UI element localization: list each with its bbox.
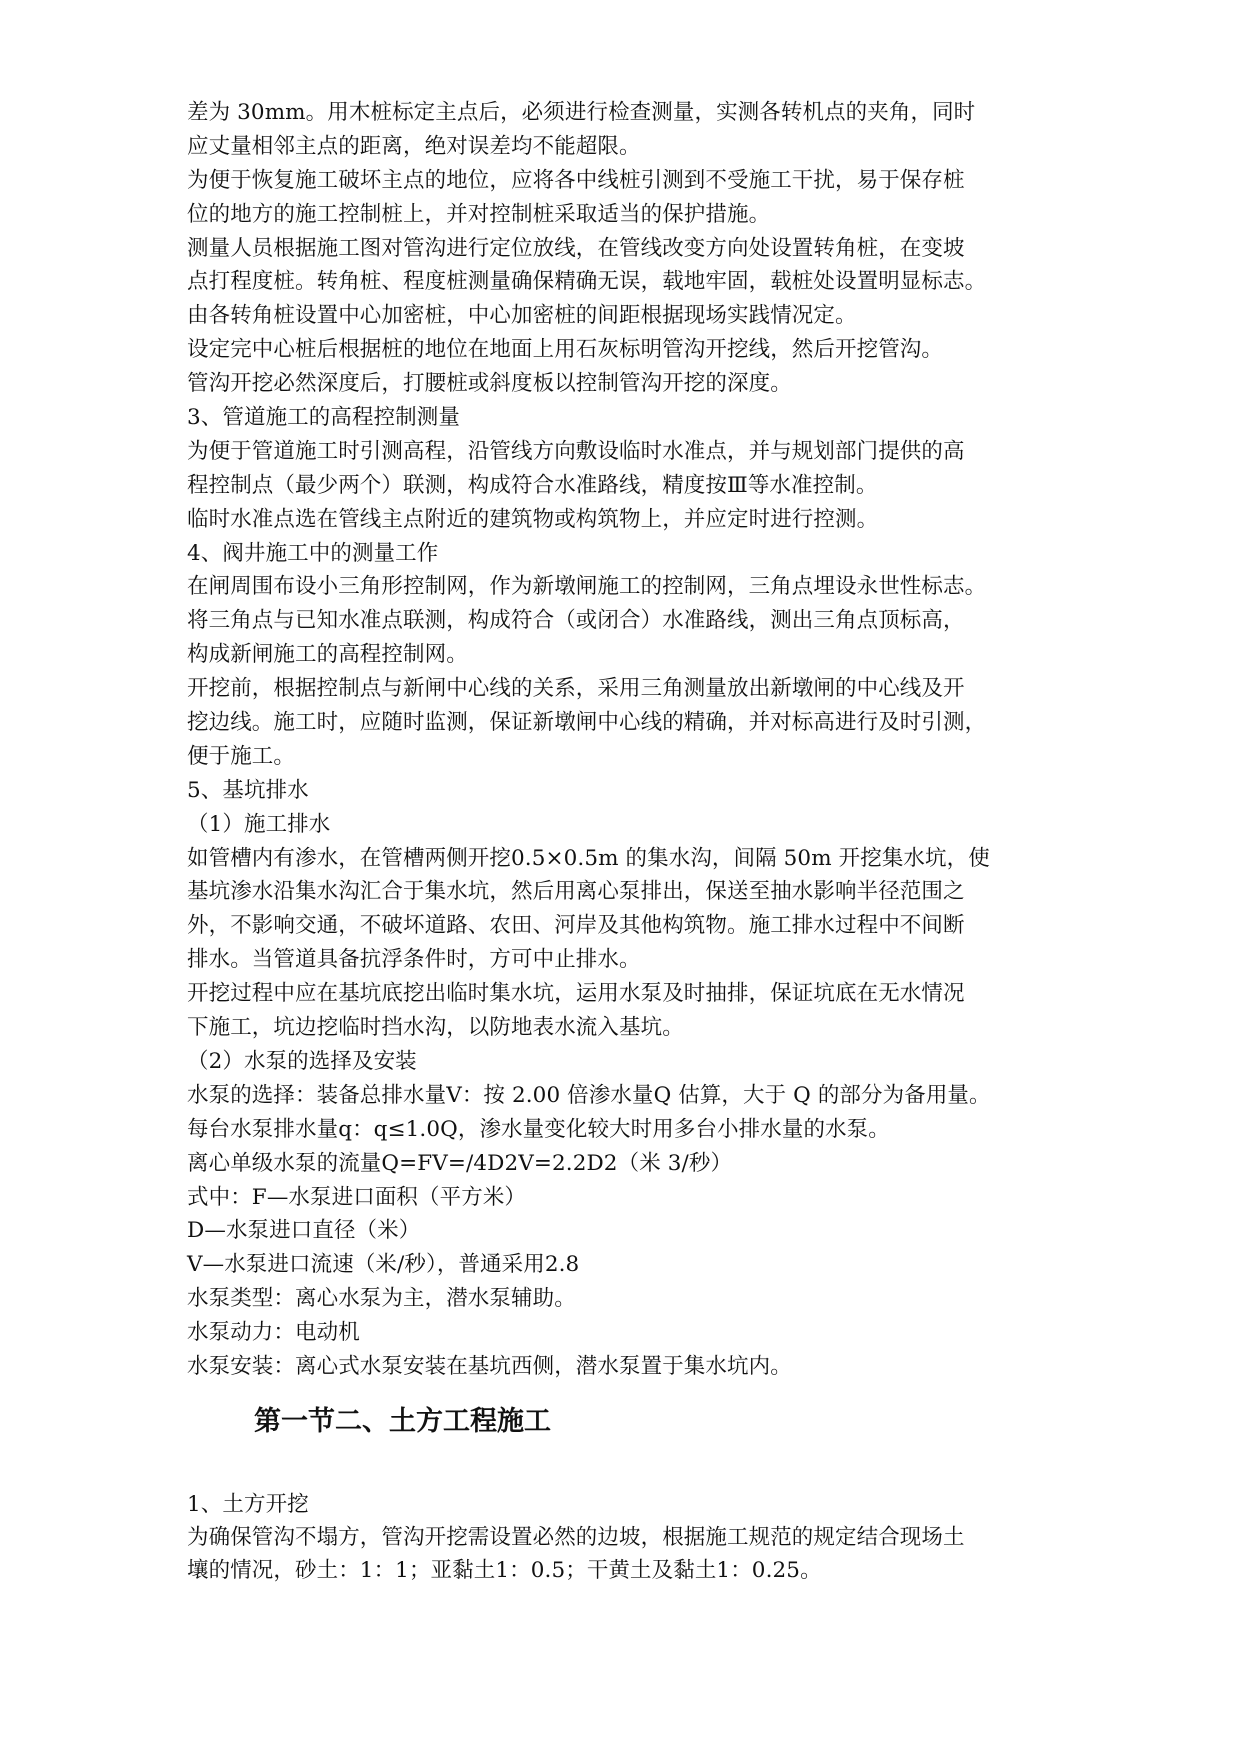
text-line: 临时水准点选在管线主点附近的建筑物或构筑物上，并应定时进行控测。 <box>187 506 879 532</box>
text-line: 程控制点（最少两个）联测，构成符合水准路线，精度按Ⅲ等水准控制。 <box>187 472 878 498</box>
subsection-title: 5、基坑排水 <box>187 777 309 803</box>
text-line: 式中：F—水泵进口面积（平方米） <box>187 1184 527 1210</box>
subsection-title: 4、阀井施工中的测量工作 <box>187 540 439 566</box>
text-line: 开挖前，根据控制点与新闸中心线的关系，采用三角测量放出新墩闸的中心线及开 <box>187 676 965 702</box>
text-line: D—水泵进口直径（米） <box>187 1218 421 1244</box>
text-line: 点打程度桩。转角桩、程度桩测量确保精确无误，载地牢固，载桩处设置明显标志。 <box>187 269 987 295</box>
text-line: 设定完中心桩后根据桩的地位在地面上用石灰标明管沟开挖线，然后开挖管沟。 <box>187 337 944 363</box>
text-line: V—水泵进口流速（米/秒），普通采用2.8 <box>187 1252 580 1278</box>
text-line: 基坑渗水沿集水沟汇合于集水坑，然后用离心泵排出，保送至抽水影响半径范围之 <box>187 879 965 905</box>
section-heading: 第一节二、土方工程施工 <box>254 1406 551 1437</box>
subsection-title: （1）施工排水 <box>187 811 331 837</box>
text-line: 差为 30mm。用木桩标定主点后，必须进行检查测量，实测各转机点的夹角，同时 <box>187 100 976 125</box>
text-line: 开挖过程中应在基坑底挖出临时集水坑，运用水泵及时抽排，保证坑底在无水情况 <box>187 981 965 1007</box>
text-line: 水泵的选择：装备总排水量V：按 2.00 倍渗水量Q 估算，大于 Q 的部分为备用量。 <box>187 1082 991 1108</box>
text-line: 应丈量相邻主点的距离，绝对误差均不能超限。 <box>187 133 641 159</box>
text-line: 外，不影响交通，不破坏道路、农田、河岸及其他构筑物。施工排水过程中不间断 <box>187 913 965 939</box>
text-line: 便于施工。 <box>187 743 296 769</box>
text-line: 测量人员根据施工图对管沟进行定位放线，在管线改变方向处设置转角桩，在变坡 <box>187 235 965 261</box>
text-line: 水泵动力：电动机 <box>187 1320 360 1346</box>
text-line: 为便于管道施工时引测高程，沿管线方向敷设临时水准点，并与规划部门提供的高 <box>187 438 965 464</box>
text-line: 构成新闸施工的高程控制网。 <box>187 642 468 668</box>
text-line: 水泵类型：离心水泵为主，潜水泵辅助。 <box>187 1286 576 1312</box>
text-line: 为便于恢复施工破坏主点的地位，应将各中线桩引测到不受施工干扰，易于保存桩 <box>187 167 965 193</box>
subsection-title: （2）水泵的选择及安装 <box>187 1048 417 1074</box>
text-line: 管沟开挖必然深度后，打腰桩或斜度板以控制管沟开挖的深度。 <box>187 371 792 397</box>
subsection-title: 1、土方开挖 <box>187 1492 309 1517</box>
text-line: 壤的情况，砂土：1：1；亚黏土1：0.5；干黄土及黏土1：0.25。 <box>187 1558 822 1583</box>
body-text <box>187 96 1062 1384</box>
text-line: 位的地方的施工控制桩上，并对控制桩采取适当的保护措施。 <box>187 201 771 227</box>
text-line: 将三角点与已知水准点联测，构成符合（或闭合）水准路线，测出三角点顶标高， <box>187 608 965 634</box>
text-line: 每台水泵排水量q：q≤1.0Q，渗水量变化较大时用多台小排水量的水泵。 <box>187 1116 890 1142</box>
text-line: 挖边线。施工时，应随时监测，保证新墩闸中心线的精确，并对标高进行及时引测， <box>187 710 987 736</box>
text-line: 由各转角桩设置中心加密桩，中心加密桩的间距根据现场实践情况定。 <box>187 303 857 329</box>
text-line: 在闸周围布设小三角形控制网，作为新墩闸施工的控制网，三角点埋设永世性标志。 <box>187 574 987 600</box>
text-line: 为确保管沟不塌方，管沟开挖需设置必然的边坡，根据施工规范的规定结合现场土 <box>187 1525 965 1550</box>
formula-line: 离心单级水泵的流量Q=FV=/4D2V=2.2D2（米 3/秒） <box>187 1150 733 1176</box>
text-line: 水泵安装：离心式水泵安装在基坑西侧，潜水泵置于集水坑内。 <box>187 1353 792 1379</box>
text-line: 下施工，坑边挖临时挡水沟，以防地表水流入基坑。 <box>187 1015 684 1041</box>
subsection-title: 3、管道施工的高程控制测量 <box>187 405 460 431</box>
section-body-text <box>187 1488 1062 1587</box>
text-line: 如管槽内有渗水，在管槽两侧开挖0.5×0.5m 的集水沟，间隔 50m 开挖集水坑，使 <box>187 845 990 871</box>
text-line: 排水。当管道具备抗浮条件时，方可中止排水。 <box>187 947 641 973</box>
